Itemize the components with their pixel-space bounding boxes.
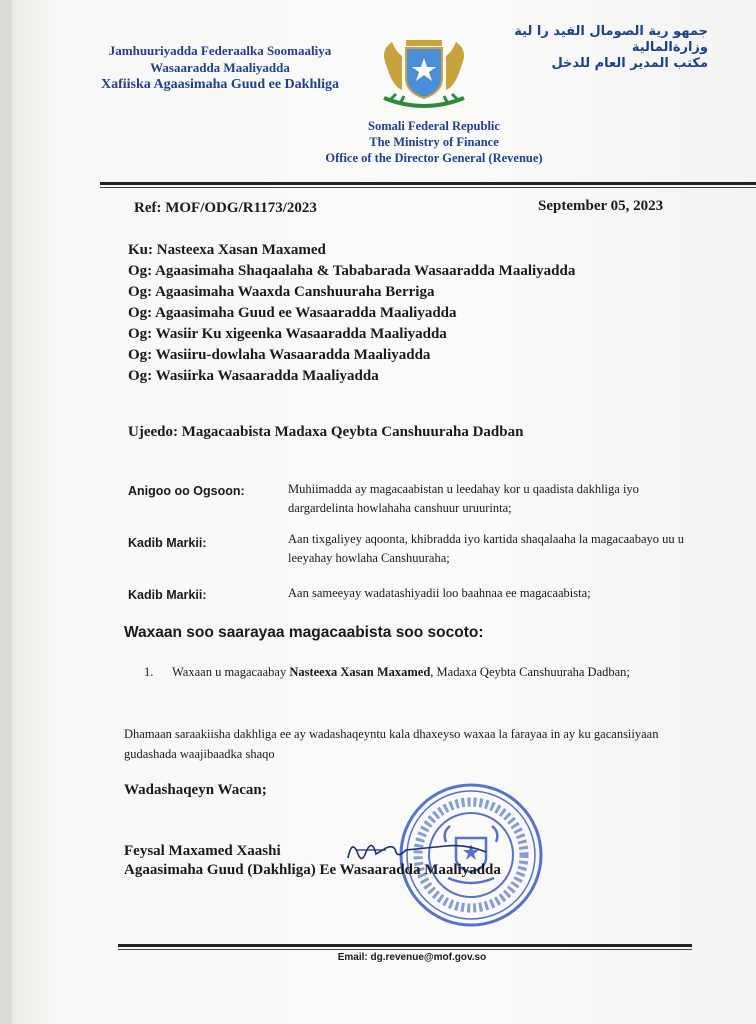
appointment-item — [144, 662, 684, 682]
divider — [118, 944, 692, 947]
recital-label: Kadib Markii: — [128, 536, 207, 550]
resolution-heading: Waxaan soo saarayaa magacaabista soo socoto: — [124, 624, 484, 641]
letter-page — [12, 0, 756, 1024]
recipient-line: Og: Agaasimaha Shaqaalaha & Tababarada Wasaaradda Maaliyadda — [128, 263, 576, 279]
footer-email: Email: dg.revenue@mof.gov.so — [337, 952, 487, 963]
signatory-title: Agaasimaha Guud (Dakhliga) Ee Wasaaradda Maaliyadda — [124, 862, 501, 878]
recital-label: Anigoo oo Ogsoon: — [128, 484, 245, 498]
letterhead-line: The Ministry of Finance — [369, 135, 499, 149]
recipient-list — [128, 240, 575, 387]
letter-date: September 05, 2023 — [538, 198, 664, 214]
letterhead-arabic — [488, 24, 708, 72]
recipient-line: Og: Agaasimaha Waaxda Canshuuraha Berriga — [128, 284, 435, 300]
regards-line: Wadashaqeyn Wacan; — [124, 782, 267, 798]
letterhead-line: وزارةالمالية — [631, 40, 708, 55]
letterhead-line: مكتب المدير العام للدخل — [551, 56, 708, 71]
recipient-line: Og: Agaasimaha Guud ee Wasaaradda Maaliyadda — [128, 305, 457, 321]
appointee-name: Nasteexa Xasan Maxamed — [289, 665, 431, 679]
letterhead-line: جمهو رية الصومال الفيد را لية — [514, 24, 708, 39]
recital-text: Aan sameeyay wadatashiyadii loo baahnaa ee magacaabista; — [288, 586, 591, 600]
signatory-block — [124, 842, 501, 880]
recipient-line: Og: Wasiiru-dowlaha Wasaaradda Maaliyadda — [128, 347, 431, 363]
recital-text: Muhiimadda ay magacaabistan u leedahay kor u qaadista dakhliga iyo dargardelinta howlahaha canshuur uruurinta; — [288, 482, 639, 515]
recipient-line: Og: Wasiirka Wasaaradda Maaliyadda — [128, 368, 379, 384]
letterhead-somali — [70, 42, 370, 93]
reference-number: Ref: MOF/ODG/R1173/2023 — [134, 200, 317, 216]
letterhead-line: Jamhuuriyadda Federaalka Soomaaliya — [108, 43, 332, 58]
letterhead-line: Wasaaradda Maaliyadda — [150, 60, 290, 75]
letterhead-line: Somali Federal Republic — [368, 119, 500, 133]
divider — [100, 187, 756, 188]
letterhead-line: Office of the Director General (Revenue) — [325, 151, 543, 165]
closing-paragraph: Dhamaan saraakiisha dakhliga ee ay wadashaqeyntu kala dhaxeyso waxaa la farayaa in ay ku gacansiiyaan gudashada waajibaadka shaqo — [124, 727, 659, 761]
divider — [100, 182, 756, 185]
signatory-name: Feysal Maxamed Xaashi — [124, 843, 281, 859]
divider — [118, 949, 692, 950]
item-number: 1. — [144, 665, 154, 679]
recital-label: Kadib Markii: — [128, 588, 207, 602]
recipient-line: Og: Wasiir Ku xigeenka Wasaaradda Maaliyadda — [128, 326, 447, 342]
recital-text: Aan tixgaliyey aqoonta, khibradda iyo kartida shaqalaaha la magacaabayo uu u leeyahay howlaha Canshuuraha; — [288, 532, 685, 565]
letterhead-english — [274, 118, 594, 166]
item-prefix: Waxaan u magacaabay — [172, 665, 290, 679]
letterhead-line: Xafiiska Agaasimaha Guud ee Dakhliga — [100, 77, 340, 92]
coat-of-arms-icon — [376, 34, 472, 110]
subject-line: Ujeedo: Magacaabista Madaxa Qeybta Canshuuraha Dadban — [128, 424, 524, 440]
item-suffix: , Madaxa Qeybta Canshuuraha Dadban; — [430, 665, 630, 679]
recipient-line: Ku: Nasteexa Xasan Maxamed — [128, 242, 326, 258]
